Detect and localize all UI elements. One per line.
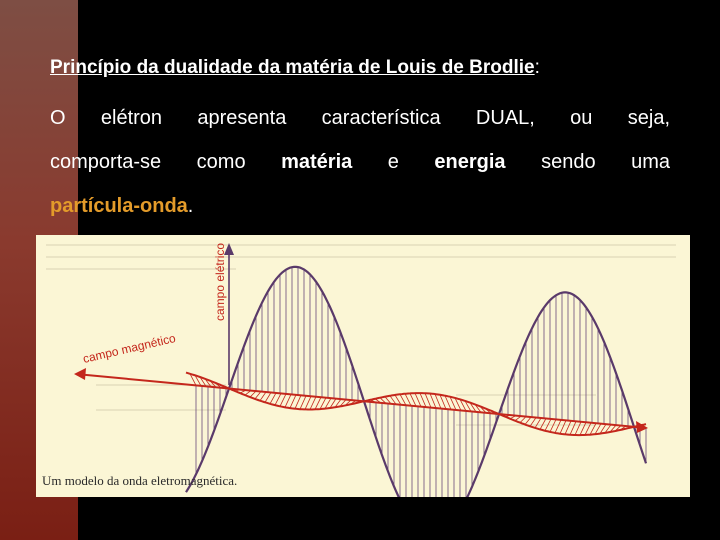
propagation-axis	[76, 374, 646, 428]
line3-end: .	[187, 195, 194, 217]
magnetic-wave-curve	[186, 373, 646, 436]
magnetic-vector	[295, 395, 301, 408]
paragraph-line-2	[50, 140, 670, 184]
magnetic-vector	[430, 394, 436, 409]
magnetic-vector	[315, 397, 321, 409]
magnetic-vector	[300, 396, 306, 409]
electric-wave-curve	[186, 267, 646, 497]
magnetic-vector	[305, 396, 311, 409]
magnetic-vector	[405, 394, 411, 406]
paragraph-line-3	[50, 184, 670, 228]
magnetic-vector	[260, 392, 266, 401]
magnetic-vector	[565, 421, 571, 434]
magnetic-vector	[575, 422, 581, 435]
line2-prefix: comporta-se como	[50, 151, 246, 173]
magnetic-vector	[410, 393, 416, 406]
magnetic-vector	[320, 398, 326, 409]
magnetic-vector	[290, 395, 296, 408]
keyword-energia: energia	[434, 151, 506, 173]
title-text: Princípio da dualidade da matéria de Louis de Brodlie	[50, 57, 535, 78]
label-campo-magnetico: campo magnético	[81, 330, 177, 366]
magnetic-vector	[535, 418, 541, 428]
magnetic-vector	[425, 393, 431, 407]
paper-texture	[46, 242, 676, 425]
magnetic-vector	[525, 417, 531, 424]
title-colon: :	[534, 57, 540, 78]
label-campo-eletrico: campo elétrico	[213, 242, 227, 321]
keyword-particula-onda: partícula-onda	[50, 195, 188, 217]
magnetic-vector	[250, 391, 256, 397]
magnetic-vector	[415, 393, 421, 407]
slide-title	[50, 55, 680, 81]
magnetic-vector	[285, 394, 291, 407]
magnetic-vector	[255, 392, 261, 399]
line2-suffix: sendo uma	[541, 151, 670, 173]
magnetic-vector	[400, 394, 406, 405]
figure-caption: Um modelo da onda eletromagnética.	[42, 473, 238, 488]
body-paragraph	[50, 96, 670, 228]
magnetic-vector	[570, 421, 576, 434]
magnetic-vector	[280, 394, 286, 406]
magnetic-vector	[310, 397, 316, 410]
magnetic-vector	[540, 419, 546, 430]
magnetic-vector	[555, 420, 561, 433]
em-wave-figure	[36, 235, 690, 497]
keyword-materia: matéria	[281, 151, 353, 173]
em-wave-diagram	[36, 235, 690, 497]
axis-arrowtail	[74, 368, 86, 380]
magnetic-vector	[560, 420, 566, 433]
magnetic-vector	[420, 393, 426, 407]
magnetic-vector	[270, 393, 276, 404]
magnetic-vector	[580, 422, 586, 435]
magnetic-vector	[435, 394, 441, 409]
magnetic-vector	[275, 393, 281, 405]
magnetic-vector	[265, 393, 271, 403]
paragraph-line-1: O elétron apresenta característica DUAL, ou seja,	[50, 107, 670, 129]
line2-mid: e	[387, 151, 399, 173]
magnetic-vector	[550, 420, 556, 432]
magnetic-vector	[440, 395, 446, 409]
